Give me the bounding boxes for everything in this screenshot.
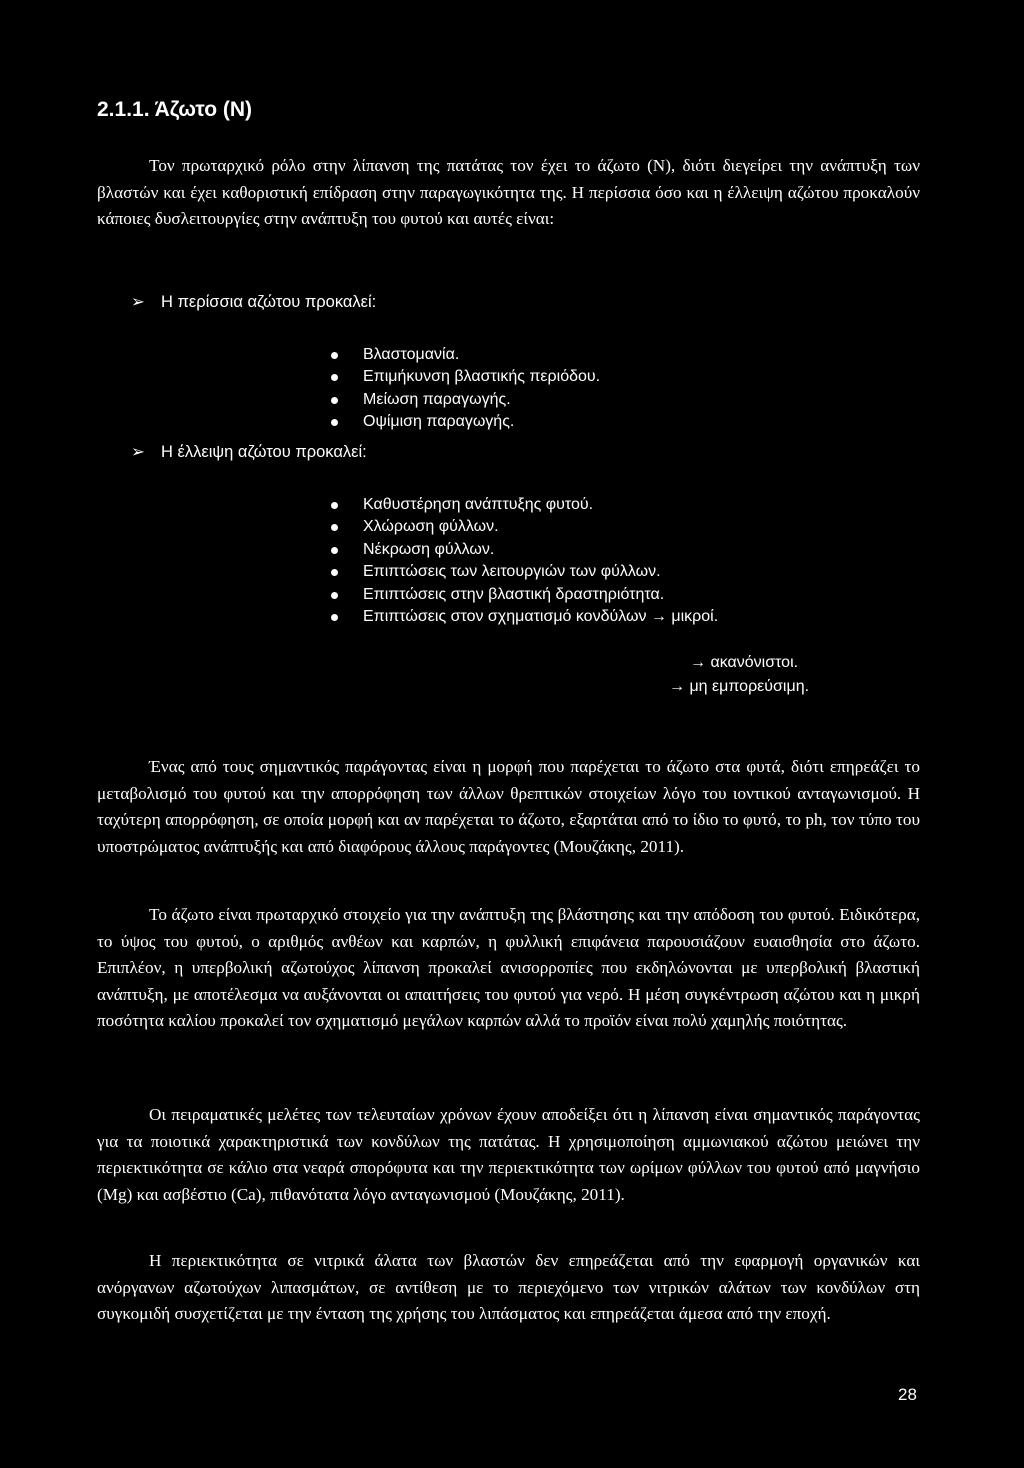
bullet-icon [331,374,338,381]
arrow-bullet-icon: ➢ [131,443,145,461]
arrow-bullet-icon: ➢ [131,293,145,311]
body-paragraph: Ένας από τους σημαντικός παράγοντας είναι η μορφή που παρέχεται το άζωτο στα φυτά, διότι επηρεάζει το μεταβολισμό του φυτού και την απορρόφηση των άλλων θρεπτικών στοιχείων λόγο του ιοντικού ανταγωνισμού. Η ταχύτερη απορρόφηση, σε οποία μορφή και αν παρέχεται το άζωτο, εξαρτάται από το ίδιο το φυτό, το ph, τον τύπο του υποστρώματος ανάπτυξής και από διαφόρους άλλους παράγοντες (Μουζάκης, 2011). [97,757,920,856]
bullet-icon [331,419,338,426]
page-number: 28 [898,1385,917,1404]
body-paragraph: Το άζωτο είναι πρωταρχικό στοιχείο για την ανάπτυξη της βλάστησης και την απόδοση του φυτού. Ειδικότερα, το ύψος του φυτού, ο αριθμός ανθέων και καρπών, η φυλλική επιφάνεια παρουσιάζουν ευαισθησία στο άζωτο. Επιπλέον, η υπερβολική αζωτούχος λίπανση προκαλεί ανισορροπίες που εκδηλώνονται με υπερβολική βλαστική ανάπτυξη, με αποτέλεσμα να αυξάνονται οι απαιτήσεις του φυτού για νερό. Η μέση συγκέντρωση αζώτου και η μικρή ποσότητα καλίου προκαλεί τον σχηματισμό μεγάλων καρπών αλλά το προϊόν είναι πολύ χαμηλής ποιότητας. [97,905,920,1030]
list-item: Χλώρωση φύλλων. [328,516,718,538]
tuber-sub-item: → ακανόνιστοι. [690,654,799,671]
deficiency-heading [131,441,367,463]
tuber-sub-item: → μη εμπορεύσιμη. [669,678,810,695]
list-item: Καθυστέρηση ανάπτυξης φυτού. [328,494,718,516]
deficiency-list [328,494,718,628]
bullet-icon [331,352,338,359]
body-paragraph: Η περιεκτικότητα σε νιτρικά άλατα των βλαστών δεν επηρεάζεται από την εφαρμογή οργανικών και ανόργανων αζωτούχων λιπασμάτων, σε αντίθεση με το περιεχόμενο των νιτρικών αλάτων των κονδύλων στη συγκομιδή συσχετίζεται με την ένταση της χρήσης του λιπάσματος και επηρεάζεται άμεσα από την εποχή. [97,1251,920,1323]
list-item: Οψίμιση παραγωγής. [328,411,600,433]
bullet-icon [331,592,338,599]
list-item: Νέκρωση φύλλων. [328,539,718,561]
list-item: Επιπτώσεις των λειτουργιών των φύλλων. [328,561,718,583]
deficiency-label: Η έλλειψη αζώτου προκαλεί: [161,443,367,461]
section-heading: 2.1.1. Άζωτο (Ν) [97,98,253,121]
list-item: Επιμήκυνση βλαστικής περιόδου. [328,366,600,388]
intro-paragraph: Τον πρωταρχικό ρόλο στην λίπανση της πατάτας τον έχει το άζωτο (Ν), διότι διεγείρει την ανάπτυξη των βλαστών και έχει καθοριστική επίδραση στην παραγωγικότητα της. Η περίσσια όσο και η έλλειψη αζώτου προκαλούν κάποιες δυσλειτουργίες στην ανάπτυξη του φυτού και αυτές είναι: [97,156,920,228]
list-item: Μείωση παραγωγής. [328,389,600,411]
bullet-icon [331,524,338,531]
bullet-icon [331,614,338,621]
excess-label: Η περίσσια αζώτου προκαλεί: [161,293,377,311]
bullet-icon [331,569,338,576]
excess-heading [131,291,376,313]
bullet-icon [331,397,338,404]
bullet-icon [331,547,338,554]
excess-list [328,344,600,434]
list-item: Επιπτώσεις στην βλαστική δραστηριότητα. [328,584,718,606]
bullet-icon [331,502,338,509]
body-paragraph: Οι πειραματικές μελέτες των τελευταίων χρόνων έχουν αποδείξει ότι η λίπανση είναι σημαντικός παράγοντας για τα ποιοτικά χαρακτηριστικά των κονδύλων της πατάτας. Η χρησιμοποίηση αμμωνιακού αζώτου μειώνει την περιεκτικότητα σε κάλιο στα νεαρά σπορόφυτα και την περιεκτικότητα των ωρίμων φύλλων του φυτού από μαγνήσιο (Mg) και ασβέστιο (Ca), πιθανότατα λόγο ανταγωνισμού (Μουζάκης, 2011). [97,1105,920,1204]
list-item: Βλαστομανία. [328,344,600,366]
list-item: Επιπτώσεις στον σχηματισμό κονδύλων → μικροί. [328,606,718,628]
